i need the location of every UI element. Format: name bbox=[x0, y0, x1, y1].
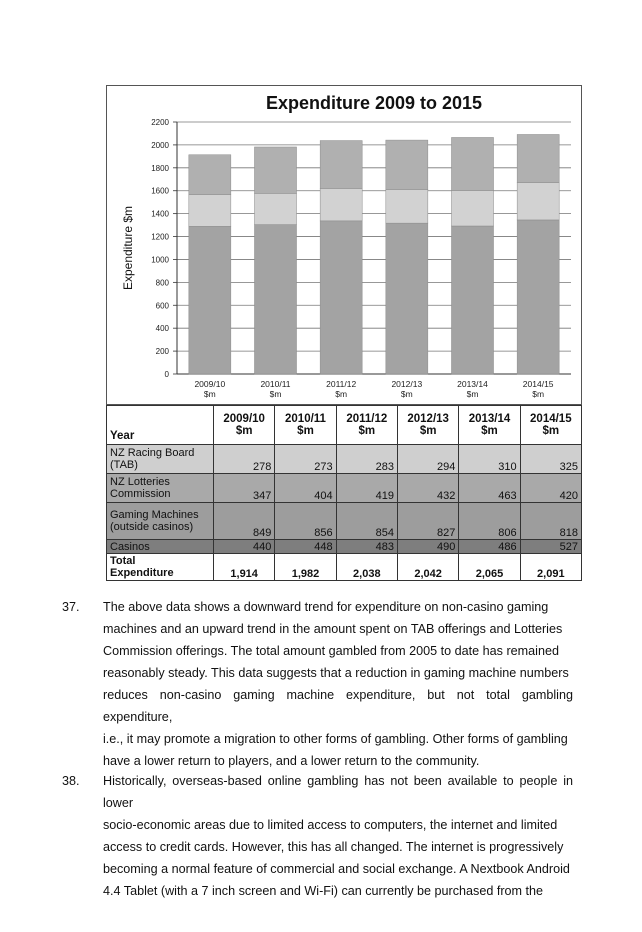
y-tick-label: 800 bbox=[155, 278, 169, 288]
table-cell: 419 bbox=[336, 474, 397, 503]
table-row-casinos bbox=[107, 540, 582, 554]
paragraph-line: reasonably steady. This data suggests that a reduction in gaming machine numbers bbox=[103, 666, 569, 680]
bar-segment bbox=[320, 188, 362, 220]
paragraph-number: 38. bbox=[62, 774, 80, 788]
x-tick-label: 2012/13 bbox=[391, 379, 423, 389]
table-cell: 818 bbox=[520, 503, 581, 540]
x-tick-unit: $m bbox=[532, 389, 545, 399]
table-cell: 420 bbox=[520, 474, 581, 503]
table-cell: 448 bbox=[275, 540, 336, 554]
chart-title: Expenditure 2009 to 2015 bbox=[265, 93, 483, 113]
paragraph-line: i.e., it may promote a migration to other forms of gambling. Other forms of gambling bbox=[103, 732, 568, 746]
bar-segment bbox=[386, 189, 428, 223]
bar-segment bbox=[517, 134, 559, 182]
bar-segment bbox=[320, 221, 362, 374]
bar-segment bbox=[517, 220, 559, 374]
row-label: NZ Lotteries Commission bbox=[107, 474, 214, 503]
paragraph-line: The above data shows a downward trend for expenditure on non-casino gaming bbox=[103, 600, 549, 614]
table-cell: 827 bbox=[397, 503, 458, 540]
paragraph-number: 37. bbox=[62, 600, 80, 614]
bar-segment bbox=[189, 226, 231, 374]
table-cell: 486 bbox=[459, 540, 520, 554]
table-row-total bbox=[107, 554, 582, 581]
expenditure-table bbox=[106, 405, 582, 581]
table-cell: 490 bbox=[397, 540, 458, 554]
table-cell: 283 bbox=[336, 445, 397, 474]
y-tick-label: 1800 bbox=[151, 163, 169, 173]
paragraph-line: access to credit cards. However, this has all changed. The internet is progressively bbox=[103, 840, 564, 854]
y-tick-label: 1200 bbox=[151, 232, 169, 242]
x-tick-label: 2011/12 bbox=[326, 379, 357, 389]
x-tick-label: 2013/14 bbox=[457, 379, 488, 389]
table-cell: 294 bbox=[397, 445, 458, 474]
table-cell: 404 bbox=[275, 474, 336, 503]
table-header-col: 2010/11 $m bbox=[275, 406, 336, 445]
table-cell-total: 2,038 bbox=[336, 554, 397, 581]
y-tick-label: 2200 bbox=[151, 118, 169, 127]
bar-segment bbox=[451, 190, 493, 226]
bar-segment bbox=[451, 137, 493, 190]
x-tick-unit: $m bbox=[466, 389, 479, 399]
bar-segment bbox=[254, 225, 296, 374]
paragraph-line: becoming a normal feature of commercial and social exchange. A Nextbook Android bbox=[103, 862, 570, 876]
bar-segment bbox=[386, 223, 428, 374]
x-tick-unit: $m bbox=[269, 389, 282, 399]
table-cell: 806 bbox=[459, 503, 520, 540]
table-header-col: 2011/12 $m bbox=[336, 406, 397, 445]
row-label: NZ Racing Board (TAB) bbox=[107, 445, 214, 474]
table-cell: 347 bbox=[214, 474, 275, 503]
x-tick-label: 2010/11 bbox=[260, 379, 291, 389]
table-cell: 440 bbox=[214, 540, 275, 554]
y-tick-label: 0 bbox=[164, 370, 169, 379]
paragraph-line: Commission offerings. The total amount gambled from 2005 to date has remained bbox=[103, 644, 559, 658]
table-cell: 310 bbox=[459, 445, 520, 474]
paragraph-line: 4.4 Tablet (with a 7 inch screen and Wi-Fi) can currently be purchased from the bbox=[103, 884, 544, 898]
y-tick-label: 400 bbox=[155, 324, 169, 334]
table-cell-total: 1,982 bbox=[275, 554, 336, 581]
table-header-year: Year bbox=[107, 406, 214, 445]
paragraph-38 bbox=[103, 770, 573, 902]
bar-segment bbox=[189, 195, 231, 227]
table-header-col: 2012/13 $m bbox=[397, 406, 458, 445]
bar-segment bbox=[189, 155, 231, 195]
table-cell: 278 bbox=[214, 445, 275, 474]
paragraph-line: Historically, overseas-based online gambling has not been available to people in lower bbox=[103, 774, 573, 810]
x-tick-label: 2014/15 bbox=[522, 379, 554, 389]
x-tick-label: 2009/10 bbox=[194, 379, 226, 389]
paragraph-line: machines and an upward trend in the amount spent on TAB offerings and Lotteries bbox=[103, 622, 563, 636]
chart-container bbox=[106, 85, 582, 405]
y-tick-label: 200 bbox=[155, 347, 169, 357]
table-cell: 273 bbox=[275, 445, 336, 474]
table-header-col: 2014/15 $m bbox=[520, 406, 581, 445]
row-label: Casinos bbox=[107, 540, 214, 554]
x-tick-unit: $m bbox=[203, 389, 216, 399]
table-cell: 325 bbox=[520, 445, 581, 474]
row-label: Gaming Machines (outside casinos) bbox=[107, 503, 214, 540]
table-header-col: 2009/10 $m bbox=[214, 406, 275, 445]
y-tick-label: 2000 bbox=[151, 140, 169, 150]
table-cell-total: 1,914 bbox=[214, 554, 275, 581]
y-tick-label: 1400 bbox=[151, 209, 169, 219]
table-cell-total: 2,042 bbox=[397, 554, 458, 581]
y-tick-label: 1000 bbox=[151, 255, 169, 265]
table-header-row bbox=[107, 406, 582, 445]
bar-segment bbox=[451, 226, 493, 374]
bar-segment bbox=[320, 141, 362, 189]
paragraph-line: socio-economic areas due to limited access to computers, the internet and limited bbox=[103, 818, 558, 832]
table-cell: 856 bbox=[275, 503, 336, 540]
table-cell: 483 bbox=[336, 540, 397, 554]
paragraph-line: reduces non-casino gaming machine expenditure, but not total gambling expenditure, bbox=[103, 688, 573, 724]
x-tick-unit: $m bbox=[335, 389, 348, 399]
bar-segment bbox=[386, 140, 428, 189]
table-cell: 463 bbox=[459, 474, 520, 503]
bar-segment bbox=[254, 193, 296, 224]
y-axis-label: Expenditure $m bbox=[121, 205, 135, 291]
table-cell-total: 2,091 bbox=[520, 554, 581, 581]
paragraph-37 bbox=[103, 596, 573, 772]
y-tick-label: 1600 bbox=[151, 186, 169, 196]
table-cell: 854 bbox=[336, 503, 397, 540]
row-label: Total Expenditure bbox=[107, 554, 214, 581]
table-header-col: 2013/14 $m bbox=[459, 406, 520, 445]
bar-segment bbox=[517, 183, 559, 220]
expenditure-chart bbox=[107, 86, 581, 404]
bar-segment bbox=[254, 147, 296, 193]
x-tick-unit: $m bbox=[400, 389, 413, 399]
table-cell: 432 bbox=[397, 474, 458, 503]
table-cell: 527 bbox=[520, 540, 581, 554]
table-cell-total: 2,065 bbox=[459, 554, 520, 581]
table-row-tab bbox=[107, 445, 582, 474]
table-row-gaming-machines bbox=[107, 503, 582, 540]
table-row-lotteries bbox=[107, 474, 582, 503]
y-tick-label: 600 bbox=[155, 301, 169, 311]
paragraph-line: have a lower return to players, and a lower return to the community. bbox=[103, 754, 480, 768]
table-cell: 849 bbox=[214, 503, 275, 540]
